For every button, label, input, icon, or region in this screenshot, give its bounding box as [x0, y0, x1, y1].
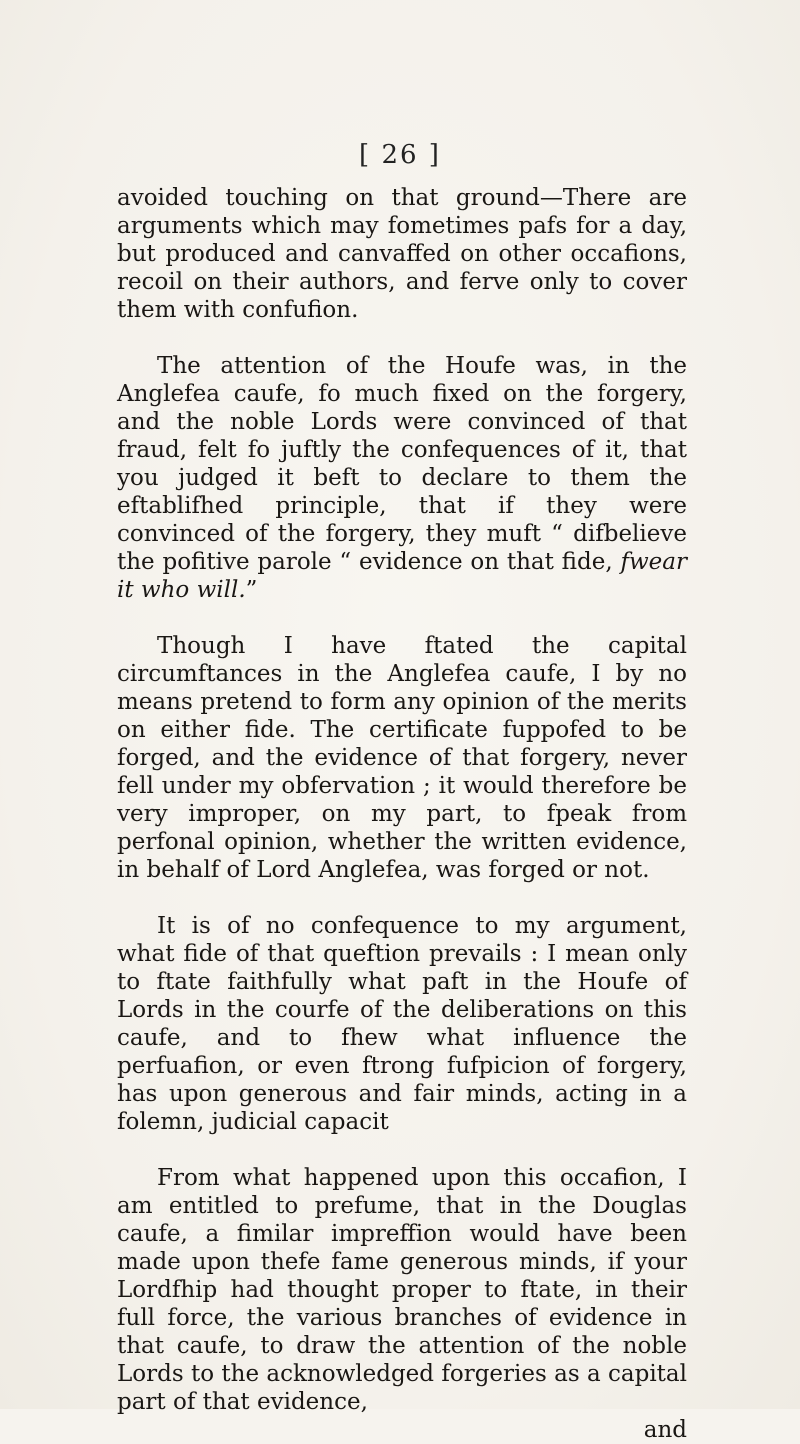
paragraph-2 [117, 352, 687, 604]
page-number-header: [ 26 ] [359, 140, 441, 170]
body-text [117, 184, 687, 1444]
catchword: and [643, 1417, 687, 1443]
paragraph-1: avoided touching on that ground—There are arguments which may fometimes pafs for a day, but produced and canvaffed on other occafions, recoil on their authors, and ferve only to cover them with confufion. [117, 185, 687, 323]
paragraph-2-close-quote: ” [245, 577, 258, 603]
paragraph-5: From what happened upon this occafion, I am entitled to prefume, that in the Douglas caufe, a fimilar impreffion would have been made upon thefe fame generous minds, if your Lordfhip had thought proper to ftate, in their full force, the various branches of evidence in that caufe, to draw the attention of the noble Lords to the acknowledged forgeries as a capital part of that evidence, [117, 1165, 687, 1415]
paragraph-2-italic-quote: fwear it who will. [117, 549, 687, 603]
paragraph-4: It is of no confequence to my argument, what fide of that queftion prevails : I mean only to ftate faithfully what paft in the Houfe of Lords in the courfe of the deliberations on this caufe, and to fhew what influence the perfuafion, or even ftrong fufpicion of forgery, has upon generous and fair minds, acting in a folemn, judicial capacit [117, 913, 687, 1135]
paragraph-3: Though I have ftated the capital circumftances in the Anglefea caufe, I by no means pretend to form any opinion of the merits on either fide. The certificate fuppofed to be forged, and the evidence of that forgery, never fell under my obfervation ; it would therefore be very improper, on my part, to fpeak from perfonal opinion, whether the written evidence, in behalf of Lord Anglefea, was forged or not. [117, 633, 687, 883]
paragraph-2-main: The attention of the Houfe was, in the Anglefea caufe, fo much fixed on the forgery, and the noble Lords were convinced of that fraud, felt fo juftly the confequences of it, that you judged it beft to declare to them the eftablifhed principle, that if they were convinced of the forgery, they muft “ difbelieve the pofitive parole “ evidence on that fide, [117, 353, 687, 575]
